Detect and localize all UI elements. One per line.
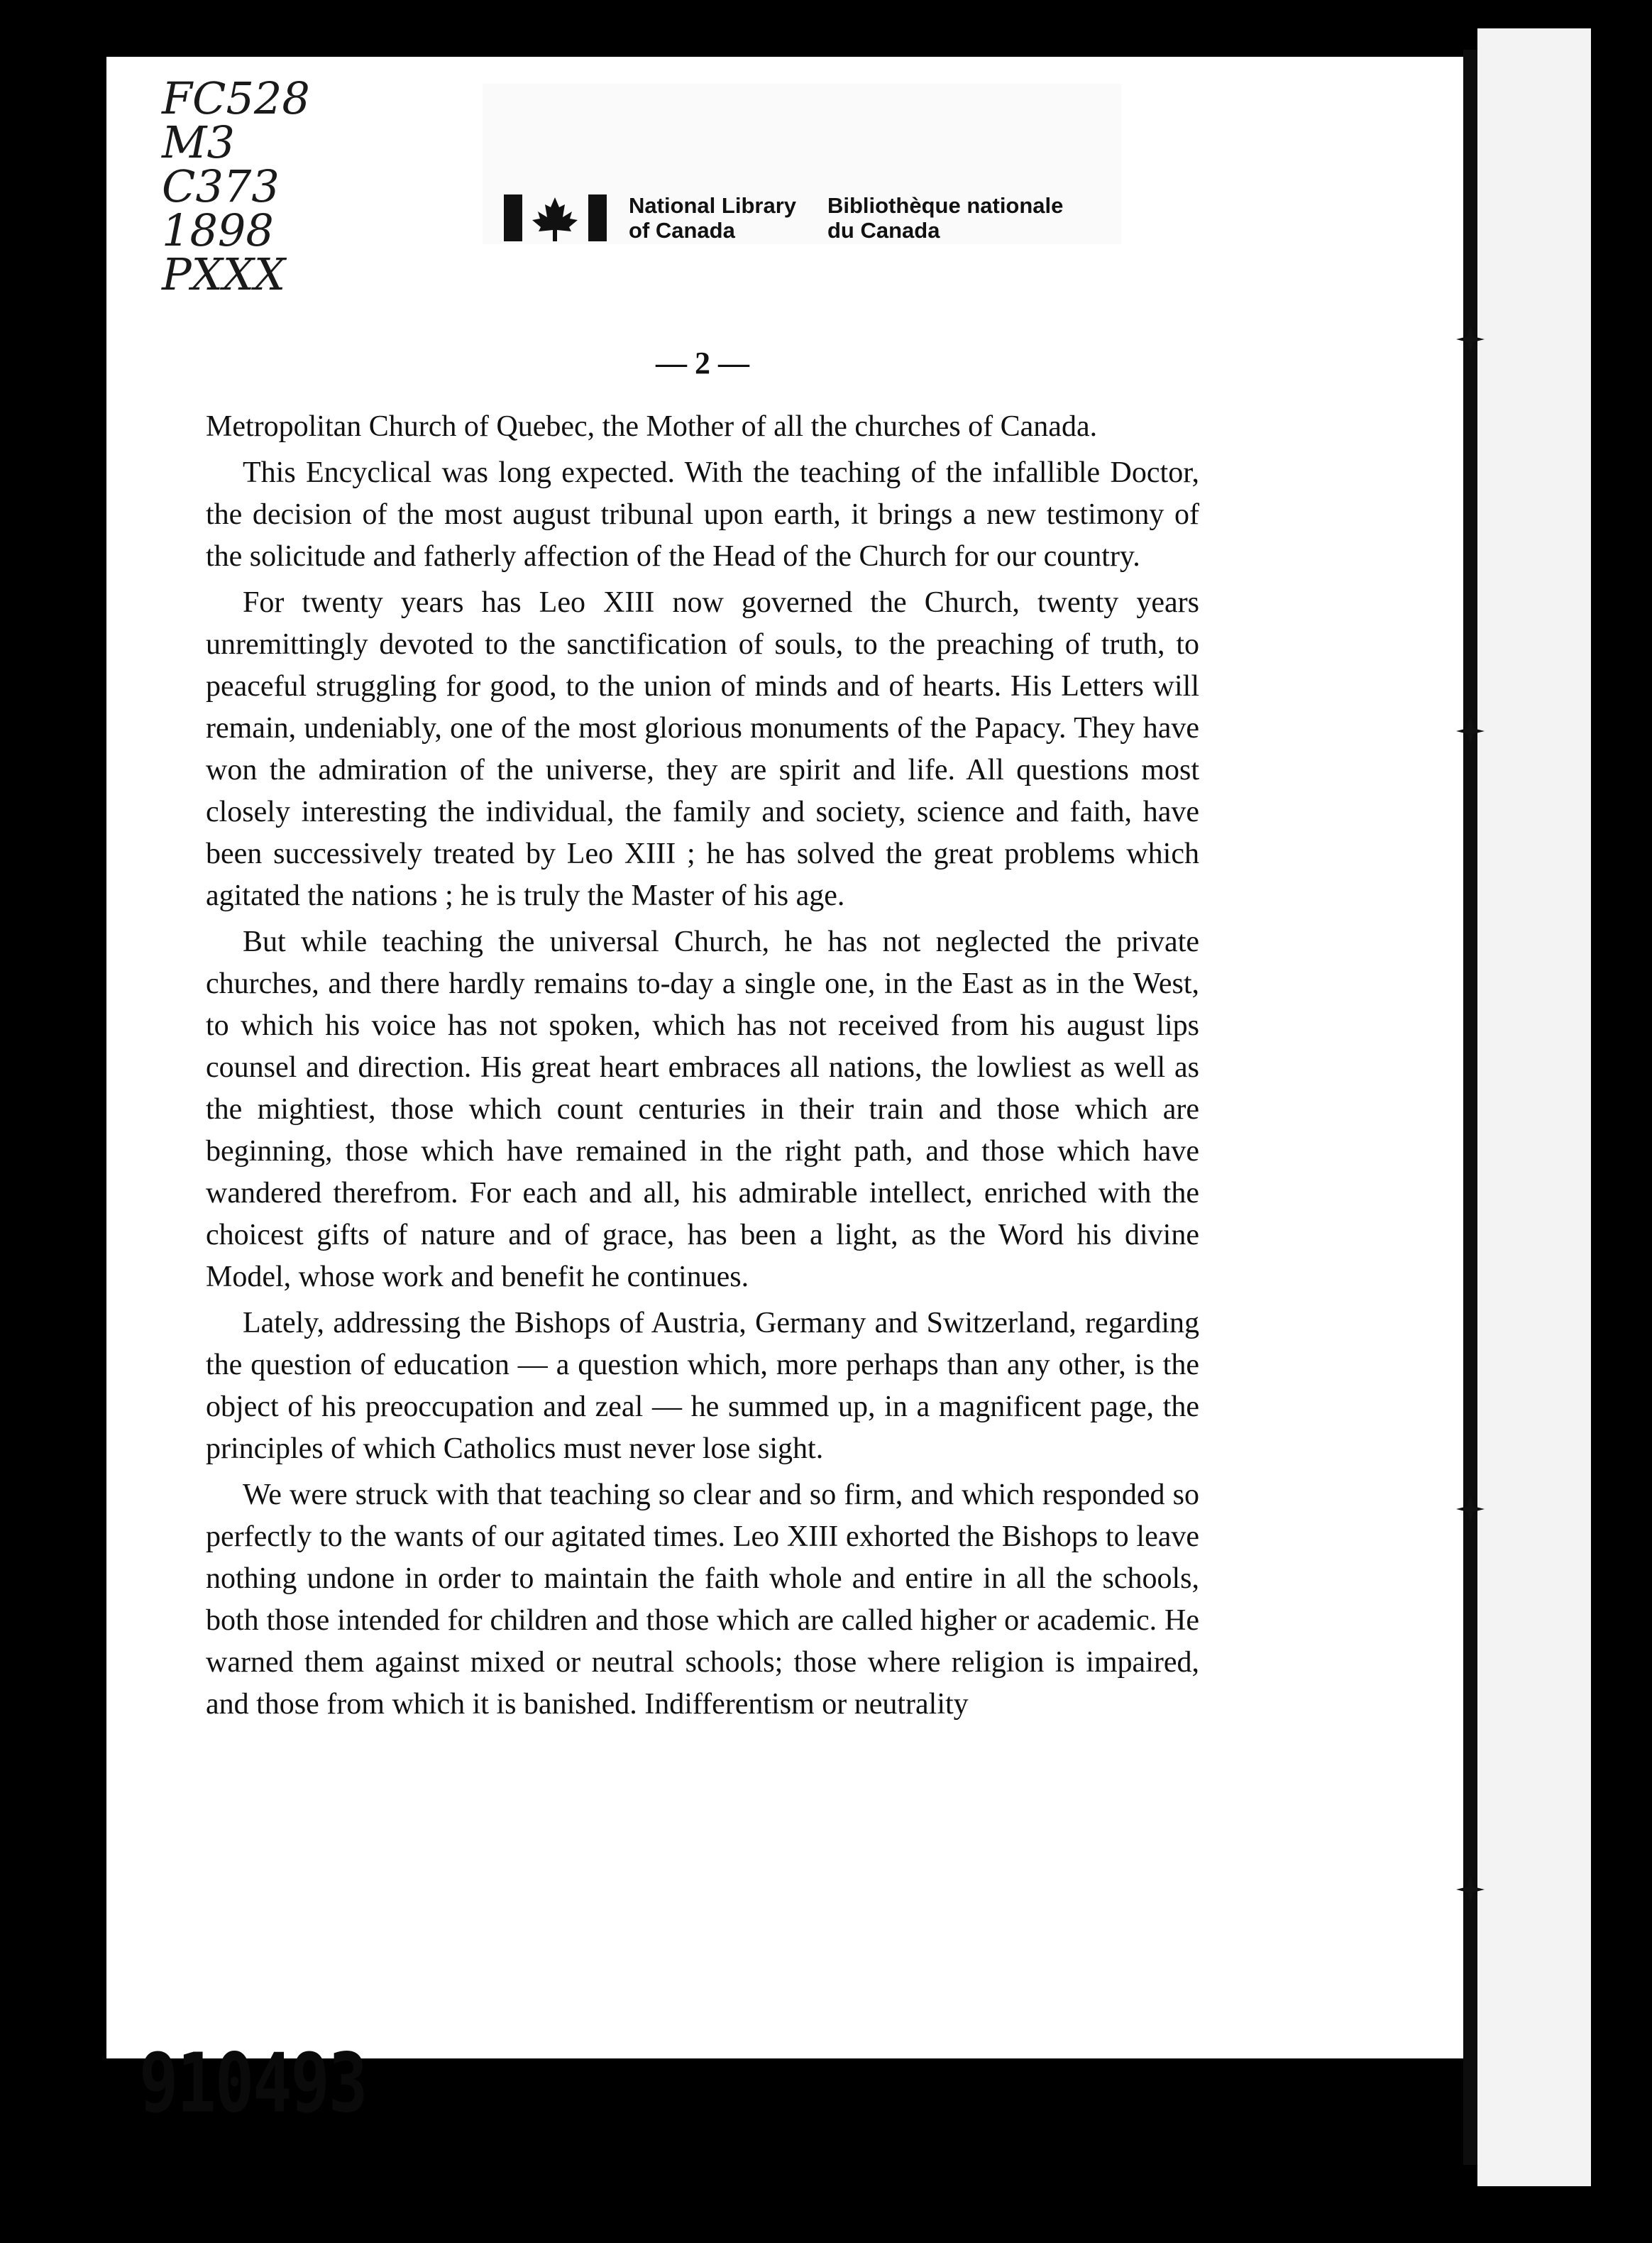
paragraph: Lately, addressing the Bishops of Austria, Germany and Switzerland, regarding the question of education — a question which, more perhaps than any other, is the object of his preoccupation and zeal — he summed up, in a magnificent page, the principles of which Catholics must never lose sight.	[206, 1307, 1199, 1465]
page-number: — 2 —	[656, 346, 749, 380]
paragraph: This Encyclical was long expected. With the teaching of the infallible Doctor, the decision of the most august tribunal upon earth, it brings a new testimony of the solicitude and fatherly affection of the Head of the Church for our country.	[206, 456, 1199, 573]
binding-ornament-icon	[1455, 715, 1486, 747]
paragraph: But while teaching the universal Church, he has not neglected the private churches, and there hardly remains to-day a single one, in the East as in the West, to which his voice has not spoken, which has not received from his august lips counsel and direction. His great heart embraces all nations, the lowliest as well as the mightiest, those which count centuries in their train and those which are beginning, those which have remained in the right path, and those which have wandered therefrom. For each and all, his admirable intellect, enriched with the choicest gifts of nature and of grace, has been a light, as the Word his divine Model, whose work and benefit he continues.	[206, 926, 1199, 1293]
library-name-line: Bibliothèque nationale	[827, 193, 1064, 218]
call-number-line: M3	[162, 116, 235, 168]
binding-ornament-icon	[1455, 324, 1486, 355]
paragraph: We were struck with that teaching so clear and so firm, and which responded so perfectly to the wants of our agitated times. Leo XIII exhorted the Bishops to leave nothing undone in order to maintain the faith whole and entire in all the schools, both those intended for children and those which are called higher or academic. He warned them against mixed or neutral schools; those where religion is impaired, and those from which it is banished. Indifferentism or neutrality	[206, 1479, 1199, 1721]
paragraph: Metropolitan Church of Quebec, the Mother of all the churches of Canada.	[206, 410, 1098, 443]
call-number-line: C373	[162, 160, 280, 212]
library-name-english	[629, 193, 796, 243]
stamp-number: 910493	[139, 2036, 367, 2131]
library-name-line: of Canada	[629, 218, 735, 243]
call-number-line: 1898	[162, 204, 274, 256]
document-body	[206, 406, 1199, 1726]
binding-ornament-icon	[1455, 1874, 1486, 1905]
library-name-french	[827, 193, 1063, 243]
library-name-line: National Library	[629, 193, 796, 218]
binding-ornament-icon	[1455, 1493, 1486, 1525]
call-number-line: FC528	[162, 72, 310, 124]
page-fold-shadow	[1463, 50, 1477, 2165]
library-name-line: du Canada	[827, 218, 940, 243]
paragraph: For twenty years has Leo XIII now governed the Church, twenty years unremittingly devoted to the sanctification of souls, to the preaching of truth, to peaceful struggling for good, to the union of minds and of hearts. His Letters will remain, undeniably, one of the most glorious monuments of the Papacy. They have won the admiration of the universe, they are spirit and life. All questions most closely interesting the individual, the family and society, science and faith, have been successively treated by Leo XIII ; he has solved the great problems which agitated the nations ; he is truly the Master of his age.	[206, 586, 1199, 912]
call-number-line: PXXX	[162, 248, 286, 300]
canada-flag-icon	[504, 192, 607, 244]
handwritten-call-number	[162, 72, 346, 300]
adjacent-page-strip	[1477, 28, 1591, 2186]
